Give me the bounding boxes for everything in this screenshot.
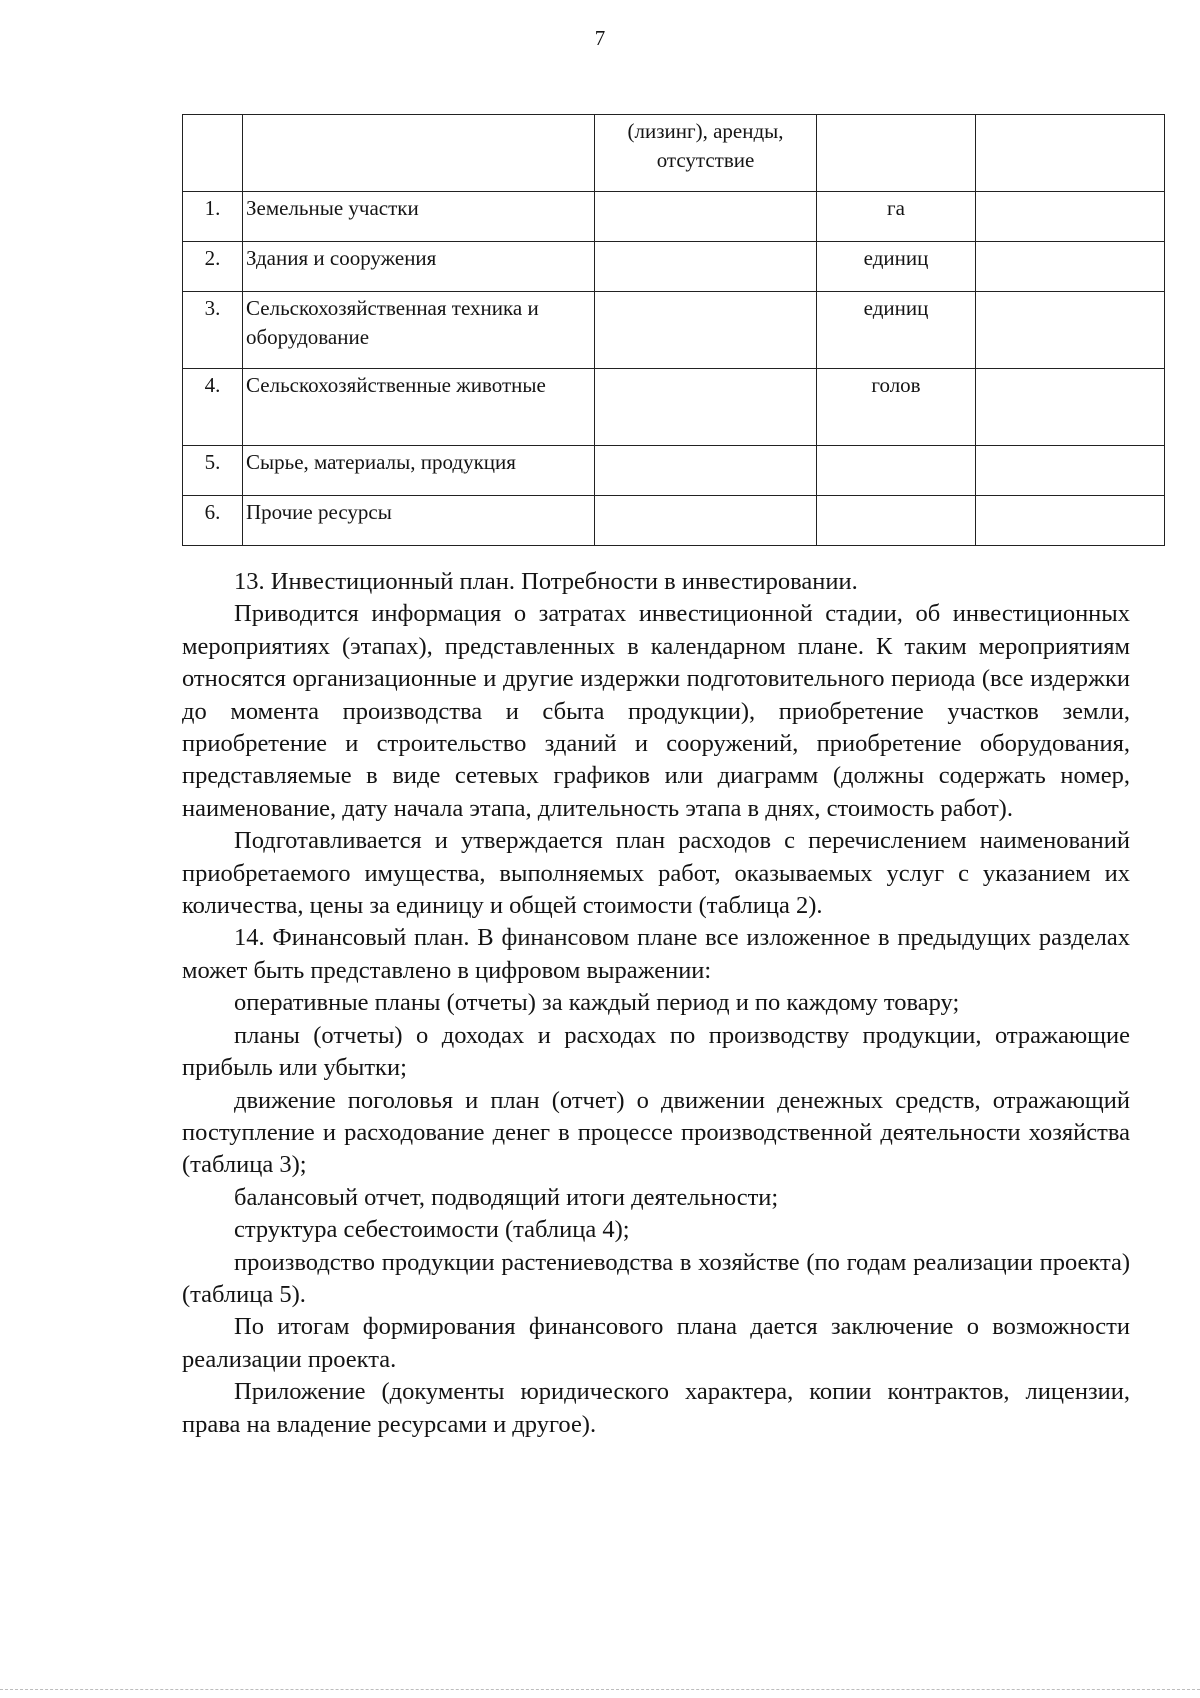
list-item: производство продукции растениеводства в хозяйстве (по годам реализации проекта) (таблица 5). xyxy=(182,1248,1130,1308)
paragraph: Приводится информация о затратах инвестиционной стадии, об инвестиционных мероприятиях (этапах), представленных в календарном плане. К таким мероприятиям относятся организационные и другие издержки подготовительного периода (все издержки до момента производства и сбыта продукции), приобретение участков земли, приобретение и строительство зданий и сооружений, приобретение оборудования, представляемые в виде сетевых графиков или диаграмм (должны содержать номер, наименование, дату начала этапа, длительность этапа в днях, стоимость работ). xyxy=(182,600,1130,822)
list-item: балансовый отчет, подводящий итоги деятельности; xyxy=(234,1183,779,1211)
row-number: 2. xyxy=(183,242,243,292)
row-extra xyxy=(976,446,1165,496)
page-number: 7 xyxy=(594,26,606,50)
table-cell xyxy=(976,115,1165,192)
list-item: оперативные планы (отчеты) за каждый период и по каждому товару; xyxy=(234,989,960,1017)
row-number: 5. xyxy=(183,446,243,496)
section-14-heading: 14. Финансовый план. В финансовом плане все изложенное в предыдущих разделах может быть представлено в цифровом выражении: xyxy=(182,924,1130,984)
list-item: движение поголовья и план (отчет) о движении денежных средств, отражающий поступление и расходование денег в процессе производственной деятельности хозяйства (таблица 3); xyxy=(182,1086,1130,1179)
row-name: Сельскохозяйственные животные xyxy=(243,369,595,446)
table-header-row xyxy=(183,115,1165,192)
row-status xyxy=(595,369,817,446)
table-row xyxy=(183,496,1165,546)
table-row xyxy=(183,192,1165,242)
row-name: Прочие ресурсы xyxy=(243,496,595,546)
row-name: Здания и сооружения xyxy=(243,242,595,292)
table-cell xyxy=(243,115,595,192)
paragraph: Приложение (документы юридического характера, копии контрактов, лицензии, права на владение ресурсами и другое). xyxy=(182,1378,1130,1438)
row-number: 6. xyxy=(183,496,243,546)
paragraph: По итогам формирования финансового плана дается заключение о возможности реализации проекта. xyxy=(182,1313,1130,1373)
row-name: Земельные участки xyxy=(243,192,595,242)
row-status xyxy=(595,242,817,292)
table-row xyxy=(183,446,1165,496)
row-unit: га xyxy=(817,192,976,242)
table-cell xyxy=(817,115,976,192)
table-row xyxy=(183,242,1165,292)
list-item: планы (отчеты) о доходах и расходах по производству продукции, отражающие прибыль или убытки; xyxy=(182,1021,1130,1082)
row-number: 3. xyxy=(183,292,243,369)
row-extra xyxy=(976,242,1165,292)
paragraph: Подготавливается и утверждается план расходов с перечислением наименований приобретаемого имущества, выполняемых работ, оказываемых услуг с указанием их количества, цены за единицу и общей стоимости (таблица 2). xyxy=(182,827,1130,920)
row-unit: голов xyxy=(817,369,976,446)
document-body xyxy=(182,566,1130,1441)
table-row xyxy=(183,369,1165,446)
row-extra xyxy=(976,496,1165,546)
row-status xyxy=(595,496,817,546)
row-extra xyxy=(976,369,1165,446)
row-status xyxy=(595,292,817,369)
resources-table xyxy=(182,114,1165,546)
row-unit: единиц xyxy=(817,292,976,369)
table-cell xyxy=(183,115,243,192)
row-number: 4. xyxy=(183,369,243,446)
section-13-heading: 13. Инвестиционный план. Потребности в инвестировании. xyxy=(234,568,858,595)
table-row xyxy=(183,292,1165,369)
row-extra xyxy=(976,192,1165,242)
row-number: 1. xyxy=(183,192,243,242)
row-unit: единиц xyxy=(817,242,976,292)
row-status xyxy=(595,192,817,242)
row-extra xyxy=(976,292,1165,369)
scan-edge-line xyxy=(0,1689,1200,1690)
row-name: Сельскохозяйственная техника и оборудование xyxy=(243,292,595,369)
row-unit xyxy=(817,496,976,546)
row-unit xyxy=(817,446,976,496)
row-status xyxy=(595,446,817,496)
row-name: Сырье, материалы, продукция xyxy=(243,446,595,496)
list-item: структура себестоимости (таблица 4); xyxy=(234,1216,630,1244)
table-header-status: (лизинг), аренды, отсутствие xyxy=(595,115,817,192)
